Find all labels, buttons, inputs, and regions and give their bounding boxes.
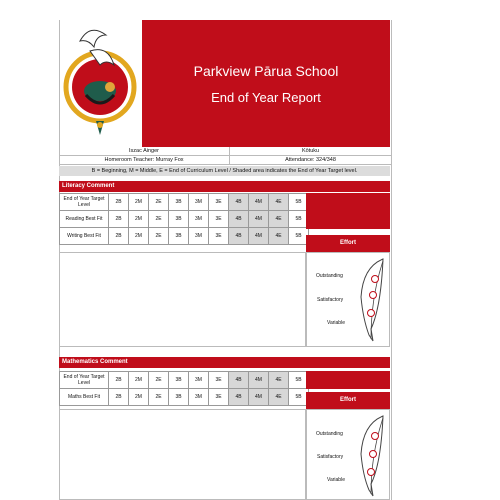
row-label: Writing Best Fit bbox=[60, 228, 109, 245]
level-cell: 5B bbox=[289, 389, 309, 406]
row-label: End of Year Target Level bbox=[60, 372, 109, 389]
level-cell: 4M bbox=[249, 194, 269, 211]
level-cell: 3B bbox=[169, 372, 189, 389]
homeroom-teacher: Homeroom Teacher: Murray Fox bbox=[59, 156, 229, 165]
level-cell: 3M bbox=[189, 228, 209, 245]
level-cell: 4B bbox=[229, 389, 249, 406]
row-label: Maths Best Fit bbox=[60, 389, 109, 406]
report-header bbox=[59, 20, 390, 147]
level-cell: 2B bbox=[109, 372, 129, 389]
level-cell: 2M bbox=[129, 389, 149, 406]
level-cell: 4B bbox=[229, 228, 249, 245]
level-cell: 4B bbox=[229, 194, 249, 211]
level-cell: 4M bbox=[249, 228, 269, 245]
level-cell: 2B bbox=[109, 211, 129, 228]
level-cell: 5B bbox=[289, 194, 309, 211]
maths-effort-label: Effort bbox=[306, 392, 390, 409]
level-cell: 3B bbox=[169, 194, 189, 211]
report-title: End of Year Report bbox=[211, 90, 321, 105]
row-label: Reading Best Fit bbox=[60, 211, 109, 228]
level-cell: 3E bbox=[209, 211, 229, 228]
level-cell: 3E bbox=[209, 389, 229, 406]
maths-comment-box bbox=[59, 409, 306, 500]
level-cell: 5B bbox=[289, 211, 309, 228]
level-cell: 2M bbox=[129, 372, 149, 389]
level-cell: 4E bbox=[269, 372, 289, 389]
table-row bbox=[60, 389, 309, 406]
level-cell: 4M bbox=[249, 389, 269, 406]
effort-variable: Variable bbox=[327, 477, 345, 483]
maths-heading: Mathematics Comment bbox=[59, 357, 390, 368]
level-cell: 4E bbox=[269, 194, 289, 211]
level-cell: 2M bbox=[129, 194, 149, 211]
level-cell: 3B bbox=[169, 211, 189, 228]
literacy-heading: Literacy Comment bbox=[59, 181, 390, 192]
level-cell: 2E bbox=[149, 372, 169, 389]
table-row bbox=[60, 372, 309, 389]
level-cell: 4M bbox=[249, 211, 269, 228]
table-row bbox=[60, 228, 309, 245]
feather-icon bbox=[357, 257, 387, 343]
effort-outstanding: Outstanding bbox=[316, 431, 343, 437]
feather-icon bbox=[357, 414, 387, 498]
level-cell: 4E bbox=[269, 228, 289, 245]
level-cell: 3M bbox=[189, 211, 209, 228]
maths-grid bbox=[59, 371, 309, 406]
literacy-red-cell bbox=[306, 193, 390, 229]
level-cell: 4B bbox=[229, 372, 249, 389]
level-cell: 3M bbox=[189, 372, 209, 389]
student-class: Kōtuku bbox=[229, 147, 391, 156]
level-cell: 2E bbox=[149, 389, 169, 406]
effort-satisfactory: Satisfactory bbox=[317, 297, 344, 303]
attendance: Attendance: 324/348 bbox=[229, 156, 391, 165]
effort-variable: Variable bbox=[327, 320, 345, 326]
school-logo bbox=[60, 21, 142, 146]
level-cell: 2M bbox=[129, 228, 149, 245]
literacy-effort-label: Effort bbox=[306, 235, 390, 252]
level-cell: 3E bbox=[209, 194, 229, 211]
maths-red-cell bbox=[306, 371, 390, 389]
level-cell: 2B bbox=[109, 228, 129, 245]
level-cell: 4M bbox=[249, 372, 269, 389]
table-row bbox=[60, 211, 309, 228]
level-cell: 2E bbox=[149, 194, 169, 211]
level-cell: 5B bbox=[289, 372, 309, 389]
level-cell: 4E bbox=[269, 389, 289, 406]
level-cell: 5B bbox=[289, 228, 309, 245]
title-banner bbox=[142, 20, 390, 147]
level-cell: 2E bbox=[149, 228, 169, 245]
level-cell: 3E bbox=[209, 372, 229, 389]
level-cell: 2E bbox=[149, 211, 169, 228]
literacy-effort-box bbox=[306, 252, 390, 347]
level-cell: 2M bbox=[129, 211, 149, 228]
level-cell: 4E bbox=[269, 211, 289, 228]
effort-satisfactory: Satisfactory bbox=[317, 454, 344, 460]
level-cell: 4B bbox=[229, 211, 249, 228]
level-cell: 3B bbox=[169, 389, 189, 406]
level-cell: 3M bbox=[189, 389, 209, 406]
level-key: B = Beginning, M = Middle, E = End of Curriculum Level / Shaded area indicates the End of Year Target level. bbox=[59, 166, 390, 176]
level-cell: 3B bbox=[169, 228, 189, 245]
level-cell: 2B bbox=[109, 389, 129, 406]
level-cell: 2B bbox=[109, 194, 129, 211]
row-label: End of Year Target Level bbox=[60, 194, 109, 211]
effort-outstanding: Outstanding bbox=[316, 273, 343, 279]
student-name: Iszac Ainger bbox=[59, 147, 229, 156]
level-cell: 3E bbox=[209, 228, 229, 245]
maths-effort-box bbox=[306, 409, 390, 500]
level-cell: 3M bbox=[189, 194, 209, 211]
school-name: Parkview Pārua School bbox=[193, 63, 339, 79]
literacy-grid bbox=[59, 193, 309, 245]
table-row bbox=[60, 194, 309, 211]
literacy-comment-box bbox=[59, 252, 306, 347]
